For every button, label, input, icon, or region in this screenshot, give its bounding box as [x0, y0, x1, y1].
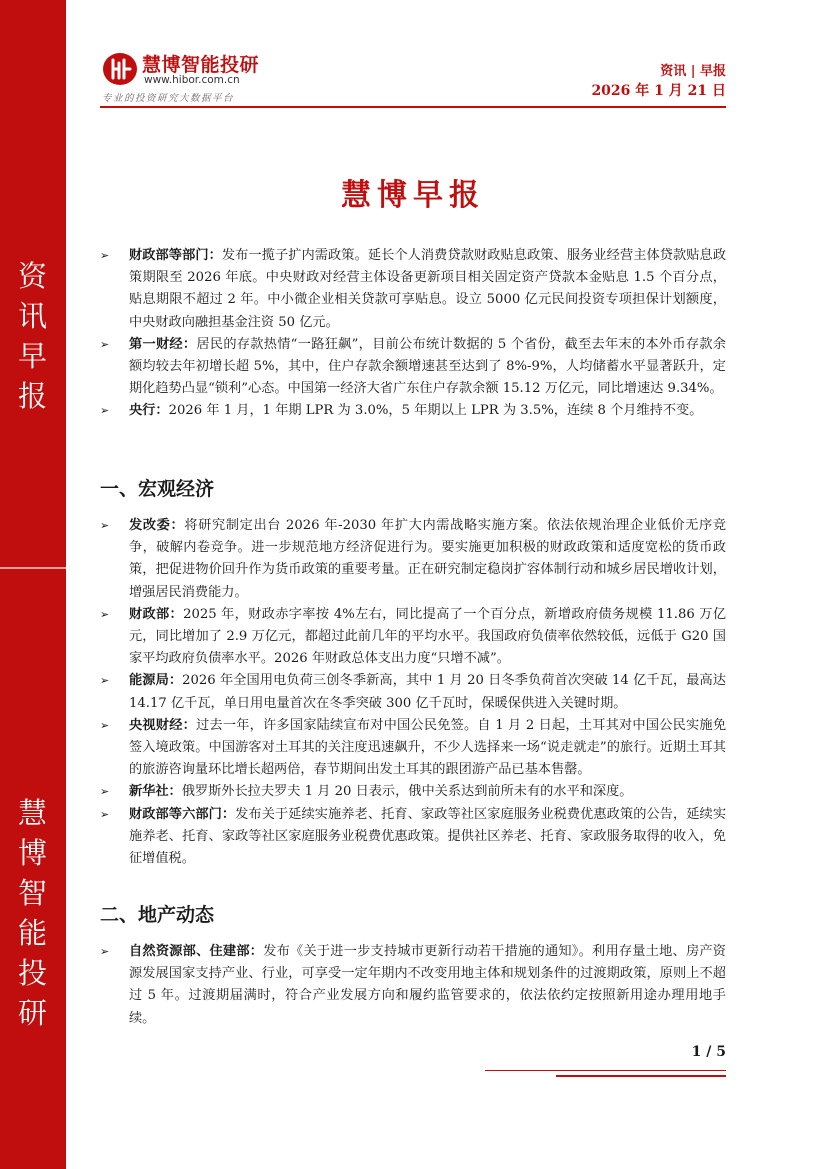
sidebar-divider — [0, 567, 66, 569]
item-source: 第一财经： — [129, 336, 197, 352]
item-text: 2025 年，财政赤字率按 4%左右，同比提高了一个百分点，新增政府债务规模 11.86 万亿元，同比增加了 2.9 万亿元，都超过此前几年的平均水平。我国政府负债率依然较低，远低于 G20 国家平均政府负债率水平。2026 年财政总体支出力度“只增不减”。 — [129, 606, 727, 667]
item-source: 自然资源部、住建部： — [129, 944, 264, 959]
footer-rule-accent — [556, 1075, 726, 1077]
logo-name: 慧博智能投研 — [142, 54, 260, 76]
list-item — [100, 804, 726, 871]
header-date: 2026 年 1 月 21 日 — [591, 83, 726, 99]
item-text: 居民的存款热情“一路狂飙”，目前公布统计数据的 5 个省份，截至去年末的本外币存款余额均较去年初增长超 5%，其中，住户存款余额增速甚至达到了 8%-9%，人均储蓄水平显著跃升，定期化趋势凸显“锁利”心态。中国第一经济大省广东住户存款余额 15.12 万亿元，同比增速达 9.34%。 — [129, 336, 726, 397]
section-title-property: 二、地产动态 — [100, 904, 215, 926]
item-text: 2026 年 1 月，1 年期 LPR 为 3.0%，5 年期以上 LPR 为 3.5%，连续 8 个月维持不变。 — [168, 403, 703, 419]
arrow-bullet-icon: ➢ — [100, 337, 110, 351]
list-item — [100, 245, 726, 334]
arrow-bullet-icon: ➢ — [100, 404, 110, 418]
list-item — [100, 334, 726, 401]
arrow-bullet-icon: ➢ — [100, 945, 110, 958]
logo-slogan: 专业的投资研究大数据平台 — [102, 93, 235, 104]
section-title-macro: 一、宏观经济 — [100, 478, 215, 500]
item-source: 财政部： — [129, 606, 184, 622]
sidebar-bottom-text: 慧博智能投研 — [17, 796, 48, 1030]
sidebar — [0, 0, 66, 1169]
item-source: 发改委： — [129, 518, 185, 533]
arrow-bullet-icon: ➢ — [100, 249, 110, 262]
logo[interactable] — [102, 47, 382, 107]
item-text: 俄罗斯外长拉夫罗夫 1 月 20 日表示，俄中关系达到前所未有的水平和深度。 — [181, 784, 633, 800]
header-category: 资讯 | 早报 — [660, 64, 726, 79]
item-text: 发布关于延续实施养老、托育、家政等社区家庭服务业税费优惠政策的公告，延续实施养老、托育、家政等社区家庭服务业税费优惠政策。提供社区养老、托育、家政服务取得的收入，免征增值税。 — [129, 806, 727, 867]
item-text: 2026 年全国用电负荷三创冬季新高，其中 1 月 20 日冬季负荷首次突破 14 亿千瓦，最高达 14.17 亿千瓦，单日用电量首次在冬季突破 300 亿千瓦时，保暖保供进入关键时期。 — [129, 673, 726, 711]
macro-list — [100, 515, 726, 870]
list-item — [100, 604, 726, 671]
arrow-bullet-icon: ➢ — [100, 674, 110, 688]
item-text: 发布《关于进一步支持城市更新行动若干措施的通知》。利用存量土地、房产资源发展国家支持产业、行业，可享受一定年期内不改变用地主体和规划条件的过渡期政策，原则上不超过 5 年。过渡期届满时，符合产业发展方向和履约监管要求的，依法依约定按照新用途办理用地手续。 — [129, 944, 726, 1026]
logo-url: www.hibor.com.cn — [144, 74, 240, 86]
header-rule — [100, 106, 726, 108]
list-item — [100, 715, 726, 782]
item-source: 新华社： — [129, 784, 182, 800]
list-item — [100, 781, 726, 803]
item-source: 央视财经： — [129, 717, 197, 733]
item-source: 财政部等六部门： — [129, 806, 236, 822]
item-source: 央行： — [129, 403, 169, 419]
arrow-bullet-icon: ➢ — [100, 718, 110, 732]
footer-rule — [485, 1070, 726, 1071]
list-item — [100, 670, 726, 714]
item-source: 财政部等部门： — [129, 248, 222, 263]
arrow-bullet-icon: ➢ — [100, 807, 110, 821]
sidebar-top-text: 资讯早报 — [17, 259, 48, 413]
item-text: 发布一揽子扩内需政策。延长个人消费贷款财政贴息政策、服务业经营主体贷款贴息政策期限至 2026 年底。中央财政对经营主体设备更新项目相关固定资产贷款本金贴息 1.5 个百分点，贴息期限不超过 2 年。中小微企业相关贷款可享贴息。设立 5000 亿元民间投资专项担保计划额度，中央财政向融担基金注资 50 亿元。 — [129, 248, 727, 330]
item-text: 过去一年，许多国家陆续宣布对中国公民免签。自 1 月 2 日起，土耳其对中国公民实施免签入境政策。中国游客对土耳其的关注度迅速飙升，不少人选择来一场“说走就走”的旅行。近期土耳其的旅游咨询量环比增长超两倍，春节期间出发土耳其的跟团游产品已基本售罄。 — [129, 717, 727, 778]
list-item — [100, 515, 726, 604]
arrow-bullet-icon: ➢ — [100, 607, 110, 621]
arrow-bullet-icon: ➢ — [100, 519, 110, 532]
list-item — [100, 400, 726, 422]
document-title: 慧博早报 — [341, 178, 485, 213]
intro-list — [100, 245, 726, 423]
list-item — [100, 941, 726, 1030]
item-text: 将研究制定出台 2026 年-2030 年扩大内需战略实施方案。依法依规治理企业低价无序竞争，破解内卷竞争。进一步规范地方经济促进行为。要实施更加积极的财政政策和适度宽松的货币政策，把促进物价回升作为货币政策的重要考量。正在研究制定稳岗扩容体制行动和城乡居民增收计划，增强居民消费能力。 — [129, 518, 727, 600]
logo-mark-icon — [102, 51, 138, 87]
page-number: 1 / 5 — [691, 1044, 726, 1060]
item-source: 能源局： — [129, 673, 183, 689]
property-list — [100, 941, 726, 1030]
arrow-bullet-icon: ➢ — [100, 785, 110, 799]
